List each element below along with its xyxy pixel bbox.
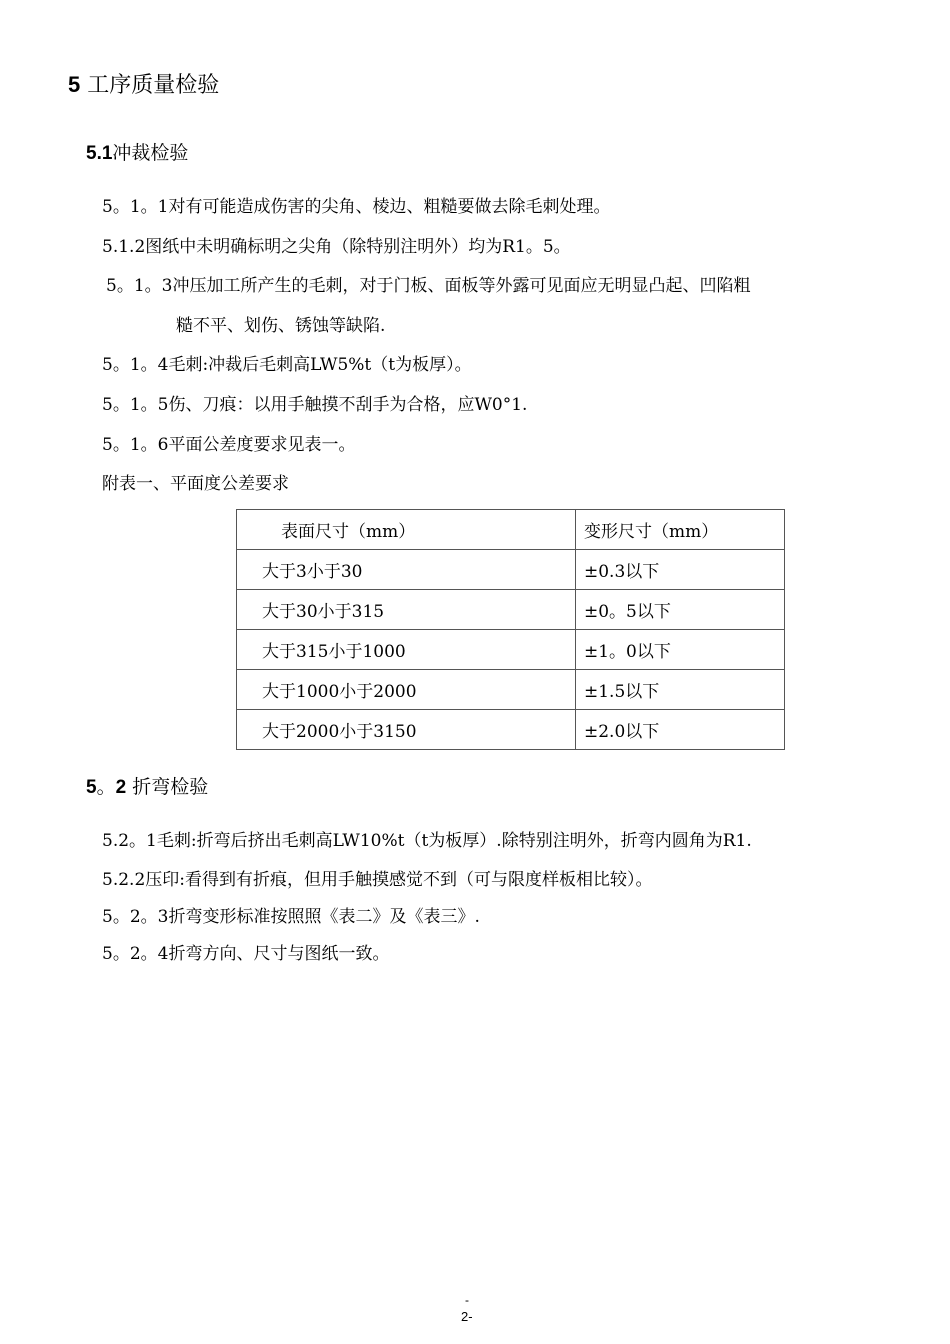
paragraph-5-2-1: 5.2。1毛刺:折弯后挤出毛刺高LW10%t（t为板厚）.除特别注明外，折弯内圆角为R1. (102, 831, 752, 851)
section-title: 工序质量检验 (87, 73, 220, 98)
flatness-tolerance-table (236, 509, 785, 750)
paragraph-5-1-1: 5。1。1对有可能造成伤害的尖角、棱边、粗糙要做去除毛刺处理。 (102, 197, 611, 217)
table-cell: 大于2000小于3150 (237, 710, 576, 750)
table-row (237, 670, 785, 710)
footer-dash: - (465, 1293, 469, 1307)
paragraph-5-2-2: 5.2.2压印:看得到有折痕，但用手触摸感觉不到（可与限度样板相比较）。 (102, 870, 653, 890)
paragraph-5-1-5: 5。1。5伤、刀痕：以用手触摸不刮手为合格，应W0°1. (102, 395, 528, 415)
table-cell: 大于315小于1000 (237, 630, 576, 670)
subsection-heading-5-1 (86, 140, 188, 167)
section-number: 5 (68, 72, 81, 97)
paragraph-5-1-4: 5。1。4毛刺:冲裁后毛刺高LW5%t（t为板厚）。 (102, 355, 472, 375)
table-cell: 大于30小于315 (237, 590, 576, 630)
page-number: 2- (461, 1309, 473, 1324)
table-row (237, 590, 785, 630)
subsection-number-tail: 2 (115, 777, 127, 798)
table-header-cell: 变形尺寸（mm） (576, 510, 785, 550)
subsection-title: 冲裁检验 (112, 142, 189, 164)
subsection-number-separator: 。 (96, 776, 116, 798)
table-cell: ±1。0以下 (576, 630, 785, 670)
table-row (237, 630, 785, 670)
table-cell: ±0.3以下 (576, 550, 785, 590)
table-row (237, 550, 785, 590)
section-heading (68, 70, 219, 101)
subsection-number: 5 (86, 777, 97, 798)
table-cell: ±2.0以下 (576, 710, 785, 750)
table-caption: 附表一、平面度公差要求 (102, 474, 289, 494)
table-cell: 大于1000小于2000 (237, 670, 576, 710)
table-header-cell: 表面尺寸（mm） (237, 510, 576, 550)
table-cell: 大于3小于30 (237, 550, 576, 590)
paragraph-5-1-3: 5。1。3冲压加工所产生的毛刺，对于门板、面板等外露可见面应无明显凸起、凹陷粗 (106, 276, 751, 296)
subsection-number: 5.1 (86, 143, 113, 164)
paragraph-5-1-6: 5。1。6平面公差度要求见表一。 (102, 435, 356, 455)
paragraph-5-2-4: 5。2。4折弯方向、尺寸与图纸一致。 (102, 944, 390, 964)
paragraph-5-1-3-continued: 糙不平、划伤、锈蚀等缺陷. (176, 316, 386, 336)
paragraph-5-2-3: 5。2。3折弯变形标准按照照《表二》及《表三》. (102, 907, 480, 927)
table-header-row (237, 510, 785, 550)
subsection-heading-5-2 (86, 774, 208, 801)
paragraph-5-1-2: 5.1.2图纸中未明确标明之尖角（除特别注明外）均为R1。5。 (102, 237, 571, 257)
table-cell: ±0。5以下 (576, 590, 785, 630)
table-row (237, 710, 785, 750)
subsection-title: 折弯检验 (132, 776, 209, 798)
table-cell: ±1.5以下 (576, 670, 785, 710)
